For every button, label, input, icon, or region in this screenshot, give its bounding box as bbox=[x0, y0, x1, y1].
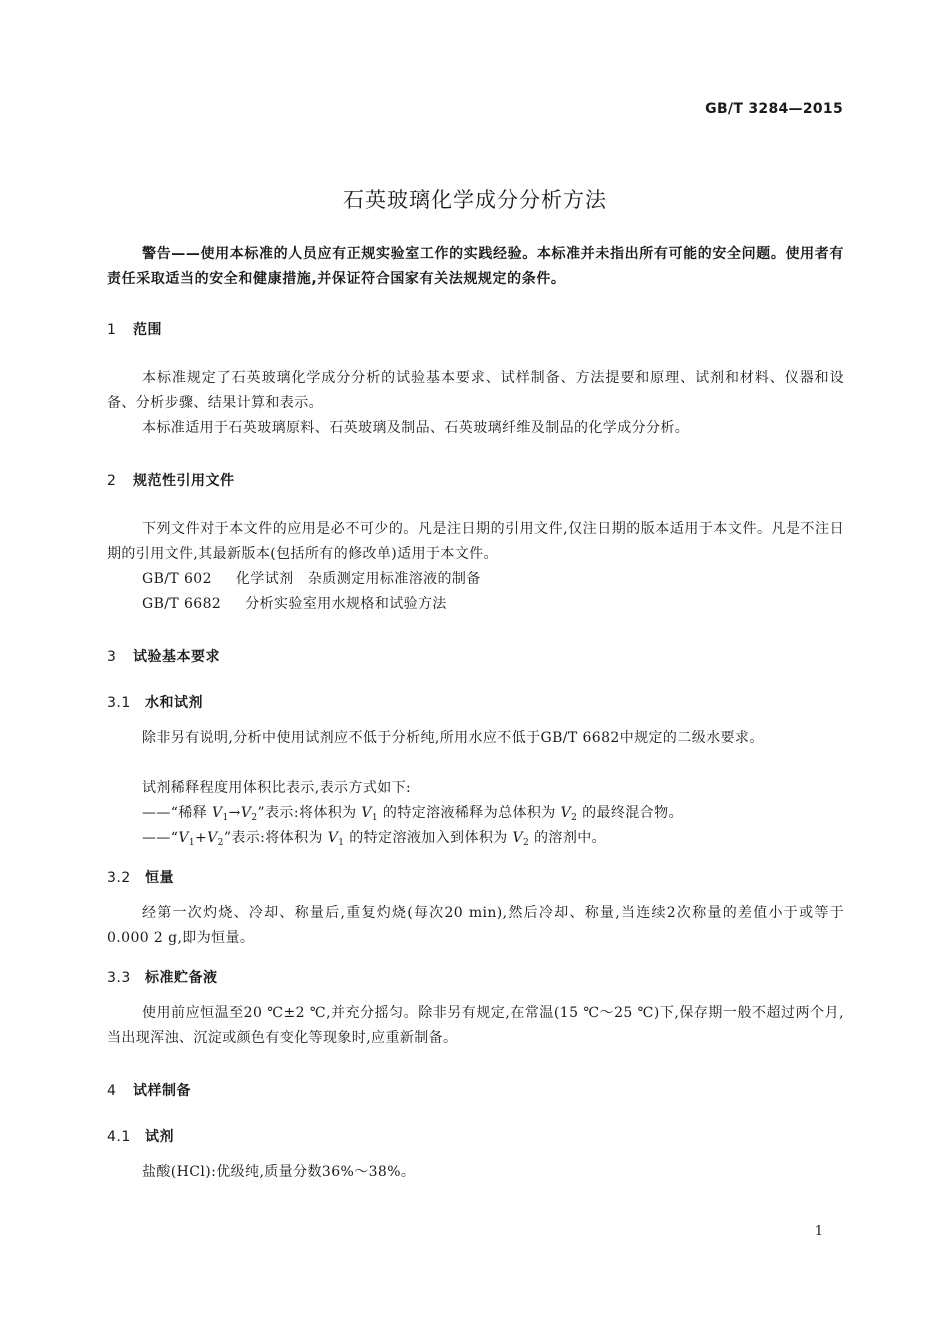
section-3-heading bbox=[107, 646, 220, 666]
text-run: ——“ bbox=[142, 830, 179, 846]
subsection-title: 标准贮备液 bbox=[145, 970, 218, 986]
section-1-heading bbox=[107, 319, 162, 339]
warning-paragraph: 警告——使用本标准的人员应有正规实验室工作的实践经验。本标准并未指出所有可能的安全问题。使用者有责任采取适当的安全和健康措施,并保证符合国家有关法规规定的条件。 bbox=[107, 246, 844, 287]
standard-number: GB/T 3284—2015 bbox=[705, 101, 843, 117]
subsection-title: 恒量 bbox=[145, 870, 174, 886]
text-run: 的特定溶液加入到体积为 bbox=[344, 830, 513, 846]
variable: V bbox=[560, 805, 572, 821]
reference-item bbox=[142, 592, 447, 617]
subscript: 1 bbox=[371, 813, 379, 823]
paragraph: 下列文件对于本文件的应用是必不可少的。凡是注日期的引用文件,仅注日期的版本适用于本文件。凡是不注日期的引用文件,其最新版本(包括所有的修改单)适用于本文件。 bbox=[107, 521, 844, 562]
subsection-number: 3.1 bbox=[107, 695, 131, 711]
section-number: 2 bbox=[107, 473, 117, 489]
paragraph: 试剂稀释程度用体积比表示,表示方式如下: bbox=[142, 780, 412, 796]
section-4-heading bbox=[107, 1080, 191, 1100]
reference-code: GB/T 602 bbox=[142, 571, 212, 587]
section-number: 4 bbox=[107, 1083, 117, 1099]
dash-item bbox=[142, 826, 606, 856]
section-2-heading bbox=[107, 470, 235, 490]
subscript: 2 bbox=[571, 813, 578, 823]
section-title: 试样制备 bbox=[133, 1083, 191, 1099]
page-title: 石英玻璃化学成分分析方法 bbox=[343, 188, 607, 212]
text-run: ”表示:将体积为 bbox=[257, 805, 362, 821]
text-run: 的特定溶液稀释为总体积为 bbox=[378, 805, 561, 821]
subsection-title: 试剂 bbox=[145, 1129, 174, 1145]
text-run: ——“稀释 bbox=[142, 805, 213, 821]
section-title: 范围 bbox=[133, 322, 162, 338]
text-run: 的溶剂中。 bbox=[529, 830, 607, 846]
variable: V bbox=[212, 805, 223, 821]
subscript: 1 bbox=[338, 838, 345, 848]
reference-name: 化学试剂 杂质测定用标准溶液的制备 bbox=[235, 571, 481, 587]
reference-item bbox=[142, 567, 481, 592]
section-title: 试验基本要求 bbox=[133, 649, 220, 665]
arrow-symbol: → bbox=[228, 805, 241, 821]
subsection-3-1-heading bbox=[107, 692, 203, 712]
variable: V bbox=[178, 830, 189, 846]
variable: V bbox=[512, 830, 524, 846]
subsection-number: 3.3 bbox=[107, 970, 131, 986]
paragraph: 本标准适用于石英玻璃原料、石英玻璃及制品、石英玻璃纤维及制品的化学成分分析。 bbox=[142, 420, 690, 436]
reference-name: 分析实验室用水规格和试验方法 bbox=[245, 596, 447, 612]
variable: V bbox=[240, 805, 252, 821]
paragraph: 经第一次灼烧、冷却、称量后,重复灼烧(每次20 min),然后冷却、称量,当连续2次称量的差值小于或等于0.000 2 g,即为恒量。 bbox=[107, 905, 844, 946]
variable: V bbox=[327, 830, 339, 846]
paragraph: 除非另有说明,分析中使用试剂应不低于分析纯,所用水应不低于GB/T 6682中规定的二级水要求。 bbox=[142, 730, 764, 746]
subsection-number: 3.2 bbox=[107, 870, 131, 886]
reference-code: GB/T 6682 bbox=[142, 596, 222, 612]
paragraph: 本标准规定了石英玻璃化学成分分析的试验基本要求、试样制备、方法提要和原理、试剂和材料、仪器和设备、分析步骤、结果计算和表示。 bbox=[107, 370, 844, 411]
subsection-3-2-heading bbox=[107, 867, 174, 887]
subscript: 2 bbox=[251, 813, 258, 823]
paragraph: 盐酸(HCl):优级纯,质量分数36%～38%。 bbox=[142, 1164, 416, 1180]
paragraph: 使用前应恒温至20 ℃±2 ℃,并充分摇匀。除非另有规定,在常温(15 ℃～25 ℃)下,保存期一般不超过两个月,当出现浑浊、沉淀或颜色有变化等现象时,应重新制备。 bbox=[107, 1005, 844, 1046]
subsection-number: 4.1 bbox=[107, 1129, 131, 1145]
plus-symbol: + bbox=[195, 830, 208, 846]
subscript: 2 bbox=[523, 838, 530, 848]
page-number: 1 bbox=[814, 1224, 823, 1239]
text-run: ”表示:将体积为 bbox=[223, 830, 328, 846]
subsection-3-3-heading bbox=[107, 967, 218, 987]
subsection-4-1-heading bbox=[107, 1126, 174, 1146]
subscript: 2 bbox=[217, 838, 224, 848]
text-run: 的最终混合物。 bbox=[577, 805, 683, 821]
section-number: 1 bbox=[107, 322, 117, 338]
subsection-title: 水和试剂 bbox=[145, 695, 203, 711]
subscript: 1 bbox=[222, 813, 229, 823]
variable: V bbox=[207, 830, 218, 846]
variable: V bbox=[361, 805, 372, 821]
subscript: 1 bbox=[188, 838, 196, 848]
section-number: 3 bbox=[107, 649, 117, 665]
section-title: 规范性引用文件 bbox=[133, 473, 235, 489]
